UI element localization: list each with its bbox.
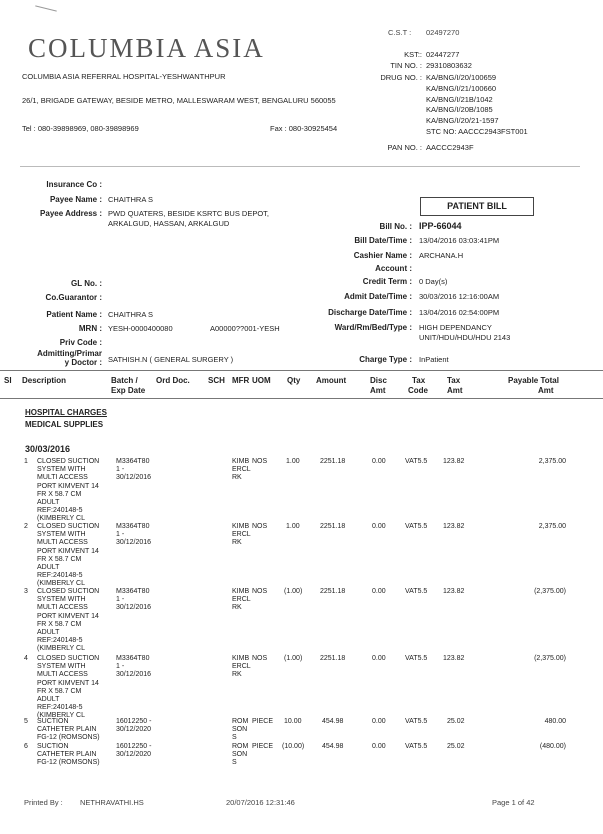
item-tax-code: VAT5.5 [405,718,428,725]
item-si: 3 [24,588,28,595]
section-hospital-charges: HOSPITAL CHARGES [25,408,107,417]
item-si: 4 [24,655,28,662]
drug-number: KA/BNG/I/20B/1085 [426,105,493,115]
item-disc: 0.00 [372,655,386,662]
priv-code-label: Priv Code : [59,338,102,347]
item-disc: 0.00 [372,588,386,595]
item-batch: 16012250 - 30/12/2020 [116,743,152,759]
item-disc: 0.00 [372,718,386,725]
item-description: CLOSED SUCTION SYSTEM WITH MULTI ACCESS PORT KIMVENT 14 FR X 58.7 CM ADULT REF:240148-5 (KIMBERLY CL [37,588,100,653]
section-medical-supplies: MEDICAL SUPPLIES [25,420,104,429]
item-disc: 0.00 [372,458,386,465]
gl-label: GL No. : [71,279,102,288]
bill-date: 13/04/2016 03:03:41PM [419,236,500,245]
item-description: CLOSED SUCTION SYSTEM WITH MULTI ACCESS PORT KIMVENT 14 FR X 58.7 CM ADULT REF:240148-5 (KIMBERLY CL [37,655,100,720]
charge-type-label: Charge Type : [359,355,412,364]
item-batch: M3364T80 1 - 30/12/2016 [116,655,152,679]
item-uom: NOS [252,588,268,595]
item-tax-amt: 123.82 [443,588,465,595]
item-amount: 2251.18 [320,588,346,595]
col-disc-amt: Amt [370,386,386,395]
item-payable: 2,375.00 [538,458,566,465]
col-payable: Payable Total [508,376,559,385]
printed-by-label: Printed By : [24,798,63,807]
tin-label: TIN NO. : [390,61,422,70]
doctor-name: SATHISH.N ( GENERAL SURGERY ) [108,355,234,364]
item-uom: PIECE [252,743,274,750]
mrn-label: MRN : [78,324,102,333]
kst-value: 02447277 [426,50,460,59]
printed-at: 20/07/2016 12:31:46 [226,798,295,807]
item-tax-code: VAT5.5 [405,588,428,595]
item-mfr: ROM SON S [232,718,249,742]
charge-type: InPatient [419,355,449,364]
hospital-address: 26/1, BRIGADE GATEWAY, BESIDE METRO, MALLESWARAM WEST, BENGALURU 560055 [22,96,336,105]
item-uom: NOS [252,655,268,662]
drug-numbers [426,73,528,138]
col-amount: Amount [316,376,347,385]
col-tax: Tax [412,376,426,385]
credit-term-label: Credit Term : [362,277,412,286]
item-tax-amt: 25.02 [447,743,465,750]
payee-name-label: Payee Name : [49,195,102,204]
payee-address-label: Payee Address : [40,209,102,218]
drug-number: KA/BNG/I/20/100659 [426,73,497,82]
col-qty: Qty [287,376,301,385]
drug-label: DRUG NO. : [380,73,422,82]
tin-value: 29310803632 [426,61,472,70]
patient-bill-title: PATIENT BILL [420,197,534,216]
item-uom: NOS [252,458,268,465]
col-tax-code: Code [408,386,428,395]
item-amount: 2251.18 [320,655,346,662]
bill-no-label: Bill No. : [379,222,412,231]
col-si: SI [4,376,12,385]
col-mfr: MFR [232,376,250,385]
payee-name: CHAITHRA S [108,195,154,204]
item-amount: 2251.18 [320,523,346,530]
item-description: CLOSED SUCTION SYSTEM WITH MULTI ACCESS PORT KIMVENT 14 FR X 58.7 CM ADULT REF:240148-5 (KIMBERLY CL [37,458,100,523]
item-disc: 0.00 [372,743,386,750]
drug-number: KA/BNG/I/21/100660 [426,83,497,93]
item-si: 1 [24,458,28,465]
item-batch: M3364T80 1 - 30/12/2016 [116,458,152,482]
cashier-label: Cashier Name : [353,251,412,260]
item-tax-code: VAT5.5 [405,743,428,750]
item-si: 2 [24,523,28,530]
item-si: 5 [24,718,28,725]
item-description: SUCTION CATHETER PLAIN FG-12 (ROMSONS) [37,743,100,767]
pan-value: AACCC2943F [426,143,474,152]
section-date: 30/03/2016 [25,444,71,454]
item-qty: 1.00 [286,523,300,530]
item-payable: (2,375.00) [534,588,566,595]
item-tax-code: VAT5.5 [405,458,428,465]
item-description: CLOSED SUCTION SYSTEM WITH MULTI ACCESS PORT KIMVENT 14 FR X 58.7 CM ADULT REF:240148-5 (KIMBERLY CL [37,523,100,588]
item-tax-amt: 123.82 [443,655,465,662]
bill-date-label: Bill Date/Time : [354,236,412,245]
item-batch: M3364T80 1 - 30/12/2016 [116,523,152,547]
cashier-name: ARCHANA.H [419,251,464,260]
drug-number: KA/BNG/I/20/21-1597 [426,116,499,126]
page-number: Page 1 of 42 [492,798,535,807]
item-mfr: KIMB ERCL RK [232,458,251,482]
item-payable: (2,375.00) [534,655,566,662]
item-qty: 1.00 [286,458,300,465]
hospital-logo: COLUMBIA ASIA [28,33,265,63]
admit-date: 30/03/2016 12:16:00AM [419,292,500,301]
ward-label: Ward/Rm/Bed/Type : [334,323,412,332]
col-expdate: Exp Date [111,386,146,395]
cst-label: C.S.T : [388,28,412,37]
cst-value: 02497270 [426,28,460,37]
item-batch: M3364T80 1 - 30/12/2016 [116,588,152,612]
col-orddoc: Ord Doc. [156,376,190,385]
hospital-fax: Fax : 080-30925454 [270,124,338,133]
item-tax-amt: 25.02 [447,718,465,725]
credit-term: 0 Day(s) [419,277,448,286]
hospital-name: COLUMBIA ASIA REFERRAL HOSPITAL-YESHWANTHPUR [22,72,226,81]
col-description: Description [22,376,67,385]
col-sch: SCH [208,376,225,385]
col-tax-amt-2: Amt [447,386,463,395]
item-tax-code: VAT5.5 [405,655,428,662]
kst-label: KST:: [404,50,422,59]
item-payable: (480.00) [539,743,566,750]
item-uom: PIECE [252,718,274,725]
payee-address-line2: ARKALGUD, HASSAN, ARKALGUD [108,219,230,228]
item-disc: 0.00 [372,523,386,530]
admitting-label-2: y Doctor : [64,358,102,367]
mrn-value: YESH-0000400080 [108,324,173,333]
item-payable: 2,375.00 [538,523,566,530]
item-amount: 454.98 [322,718,344,725]
discharge-date-label: Discharge Date/Time : [328,308,412,317]
col-uom: UOM [252,376,271,385]
item-mfr: KIMB ERCL RK [232,655,251,679]
ward-line2: UNIT/HDU/HDU/HDU 2143 [419,333,511,342]
payee-address-line1: PWD QUATERS, BESIDE KSRTC BUS DEPOT, [108,209,270,218]
ward-line1: HIGH DEPENDANCY [419,323,492,332]
pan-label: PAN NO. : [387,143,422,152]
insurance-label: Insurance Co : [46,180,102,189]
item-tax-amt: 123.82 [443,458,465,465]
col-disc: Disc [370,376,387,385]
hospital-tel: Tel : 080-39898969, 080-39898969 [22,124,139,133]
item-qty: (10.00) [282,743,305,750]
mrn-value-secondary: A00000??001-YESH [210,324,280,333]
drug-number: KA/BNG/I/21B/1042 [426,94,493,104]
item-qty: (1.00) [284,655,303,662]
printed-by: NETHRAVATHI.HS [80,798,144,807]
col-tax-amt-1: Tax [447,376,461,385]
stc-number: STC NO: AACCC2943FST001 [426,126,528,136]
item-qty: (1.00) [284,588,303,595]
item-uom: NOS [252,523,268,530]
col-batch: Batch / [111,376,138,385]
item-payable: 480.00 [544,718,566,725]
item-si: 6 [24,743,28,750]
patient-name-label: Patient Name : [46,310,102,319]
item-mfr: ROM SON S [232,743,249,767]
admit-date-label: Admit Date/Time : [344,292,412,301]
patient-name: CHAITHRA S [108,310,154,319]
item-mfr: KIMB ERCL RK [232,588,251,612]
item-description: SUCTION CATHETER PLAIN FG-12 (ROMSONS) [37,718,100,742]
item-mfr: KIMB ERCL RK [232,523,251,547]
guarantor-label: Co.Guarantor : [45,293,102,302]
admitting-label-1: Admitting/Primar [37,349,102,358]
item-tax-amt: 123.82 [443,523,465,530]
item-amount: 2251.18 [320,458,346,465]
discharge-date: 13/04/2016 02:54:00PM [419,308,500,317]
item-amount: 454.98 [322,743,344,750]
account-label: Account : [375,264,412,273]
item-batch: 16012250 - 30/12/2020 [116,718,152,734]
item-qty: 10.00 [284,718,302,725]
bill-no: IPP-66044 [419,221,462,231]
col-payable-amt: Amt [538,386,554,395]
item-tax-code: VAT5.5 [405,523,428,530]
